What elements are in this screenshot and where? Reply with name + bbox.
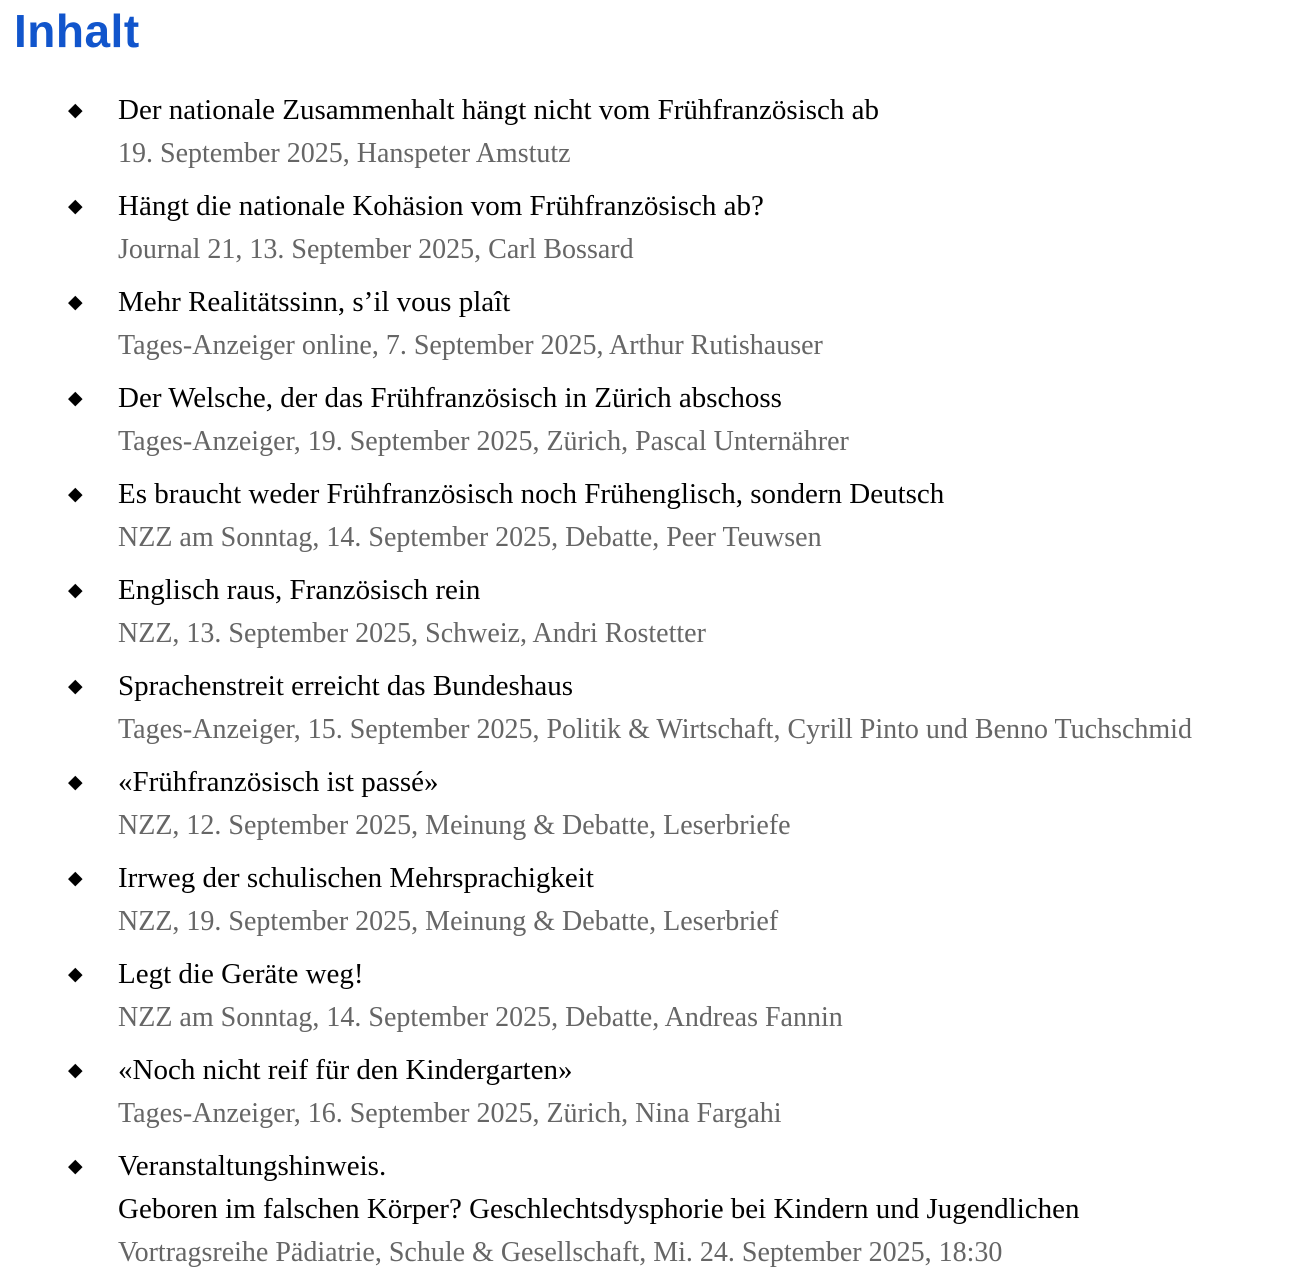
diamond-bullet-icon: ◆ xyxy=(68,291,83,313)
document-page xyxy=(0,6,1310,1284)
article-title: Irrweg der schulischen Mehrsprachigkeit xyxy=(118,862,594,894)
article-title: Der Welsche, der das Frühfranzösisch in Zürich abschoss xyxy=(118,382,782,414)
article-meta: Tages-Anzeiger, 15. September 2025, Politik & Wirtschaft, Cyrill Pinto und Benno Tuchschmid xyxy=(118,714,1192,745)
article-title: «Frühfranzösisch ist passé» xyxy=(118,766,439,798)
article-title: Sprachenstreit erreicht das Bundeshaus xyxy=(118,670,573,702)
diamond-bullet-icon: ◆ xyxy=(68,1155,83,1177)
toc-list xyxy=(0,89,1310,1274)
toc-item-body xyxy=(118,665,1310,751)
article-meta: Tages-Anzeiger, 19. September 2025, Zürich, Pascal Unternährer xyxy=(118,426,849,457)
article-title: Legt die Geräte weg! xyxy=(118,958,364,990)
article-title: Hängt die nationale Kohäsion vom Frühfranzösisch ab? xyxy=(118,190,764,222)
toc-item xyxy=(0,569,1310,655)
toc-item xyxy=(0,281,1310,367)
article-title: Es braucht weder Frühfranzösisch noch Frühenglisch, sondern Deutsch xyxy=(118,478,945,510)
toc-item xyxy=(0,185,1310,271)
article-meta: Tages-Anzeiger online, 7. September 2025, Arthur Rutishauser xyxy=(118,330,823,361)
article-meta: Journal 21, 13. September 2025, Carl Bossard xyxy=(118,234,634,265)
diamond-bullet-icon: ◆ xyxy=(68,387,83,409)
article-title: Veranstaltungshinweis. xyxy=(118,1150,387,1182)
toc-item-body xyxy=(118,185,1310,271)
toc-item xyxy=(0,473,1310,559)
diamond-bullet-icon: ◆ xyxy=(68,99,83,121)
toc-item xyxy=(0,377,1310,463)
article-title: Englisch raus, Französisch rein xyxy=(118,574,481,606)
article-meta: NZZ, 19. September 2025, Meinung & Debatte, Leserbrief xyxy=(118,906,779,937)
article-meta: 19. September 2025, Hanspeter Amstutz xyxy=(118,138,571,169)
diamond-bullet-icon: ◆ xyxy=(68,675,83,697)
diamond-bullet-icon: ◆ xyxy=(68,1059,83,1081)
toc-item xyxy=(0,665,1310,751)
article-meta: NZZ am Sonntag, 14. September 2025, Debatte, Andreas Fannin xyxy=(118,1002,843,1033)
diamond-bullet-icon: ◆ xyxy=(68,195,83,217)
toc-item-body xyxy=(118,89,1310,175)
toc-item xyxy=(0,761,1310,847)
diamond-bullet-icon: ◆ xyxy=(68,867,83,889)
article-title: «Noch nicht reif für den Kindergarten» xyxy=(118,1054,573,1086)
page-title: Inhalt xyxy=(14,5,140,57)
article-title: Geboren im falschen Körper? Geschlechtsdysphorie bei Kindern und Jugendlichen xyxy=(118,1193,1080,1225)
article-meta: Vortragsreihe Pädiatrie, Schule & Gesellschaft, Mi. 24. September 2025, 18:30 xyxy=(118,1237,1003,1268)
toc-item-body xyxy=(118,857,1310,943)
article-meta: Tages-Anzeiger, 16. September 2025, Zürich, Nina Fargahi xyxy=(118,1098,782,1129)
toc-item xyxy=(0,953,1310,1039)
toc-item-body xyxy=(118,953,1310,1039)
diamond-bullet-icon: ◆ xyxy=(68,963,83,985)
diamond-bullet-icon: ◆ xyxy=(68,771,83,793)
article-meta: NZZ, 12. September 2025, Meinung & Debatte, Leserbriefe xyxy=(118,810,791,841)
toc-item-body xyxy=(118,761,1310,847)
diamond-bullet-icon: ◆ xyxy=(68,483,83,505)
toc-item xyxy=(0,89,1310,175)
toc-item-body xyxy=(118,1145,1310,1274)
toc-item xyxy=(0,1145,1310,1274)
article-title: Der nationale Zusammenhalt hängt nicht vom Frühfranzösisch ab xyxy=(118,94,880,126)
toc-item-body xyxy=(118,377,1310,463)
toc-item xyxy=(0,1049,1310,1135)
article-meta: NZZ am Sonntag, 14. September 2025, Debatte, Peer Teuwsen xyxy=(118,522,822,553)
article-title: Mehr Realitätssinn, s’il vous plaît xyxy=(118,286,511,318)
toc-item-body xyxy=(118,473,1310,559)
diamond-bullet-icon: ◆ xyxy=(68,579,83,601)
article-meta: NZZ, 13. September 2025, Schweiz, Andri Rostetter xyxy=(118,618,706,649)
toc-item-body xyxy=(118,569,1310,655)
toc-item xyxy=(0,857,1310,943)
toc-item-body xyxy=(118,281,1310,367)
toc-item-body xyxy=(118,1049,1310,1135)
